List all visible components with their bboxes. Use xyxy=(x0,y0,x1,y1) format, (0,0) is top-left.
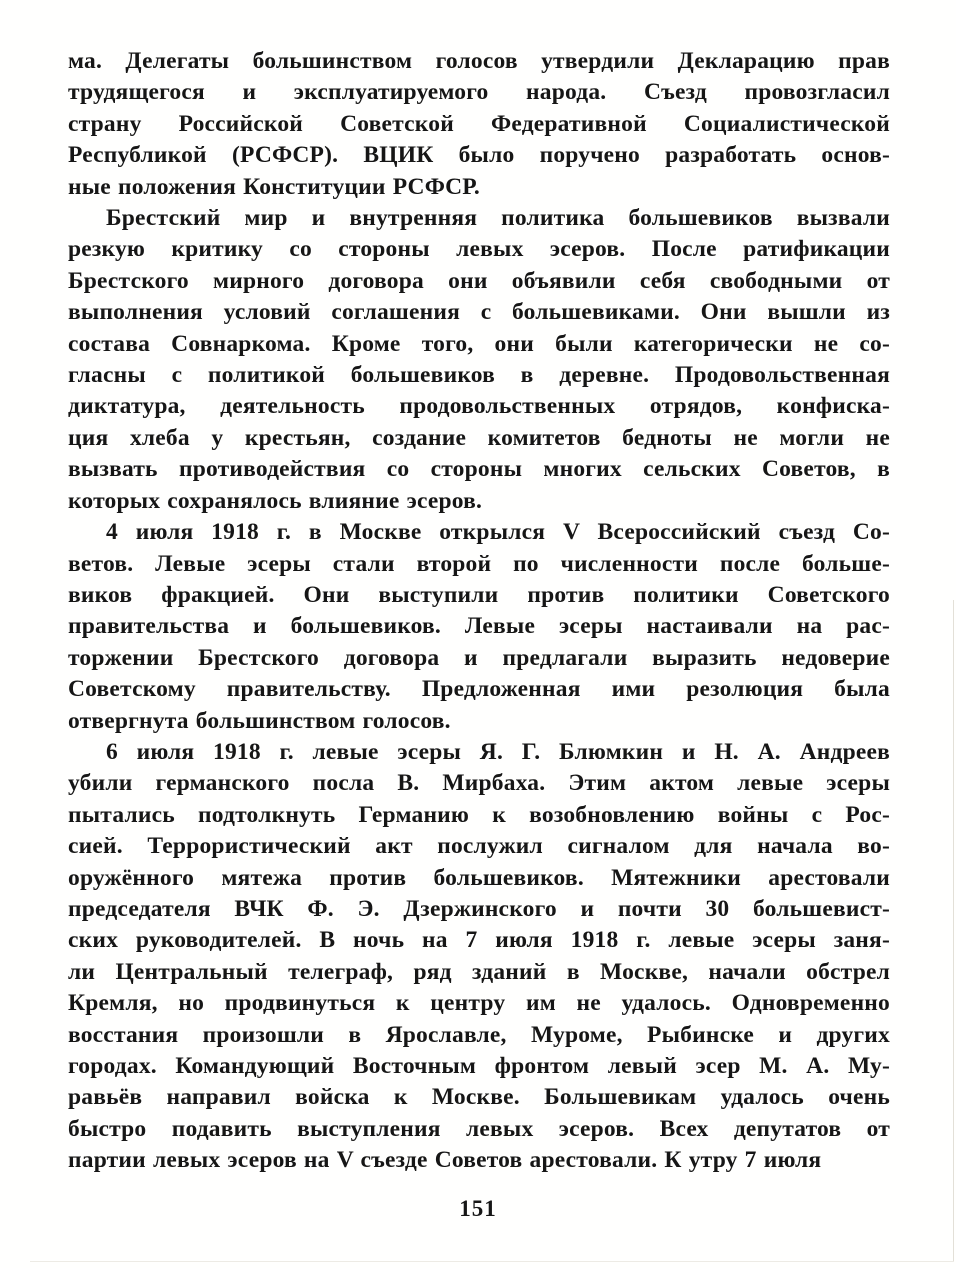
text-line: гласны с политикой большевиков в деревне. Продовольственная xyxy=(68,362,890,389)
text-line: убили германского посла В. Мирбаха. Этим актом левые эсеры xyxy=(68,770,890,797)
text-line: резкую критику со стороны левых эсеров. После ратификации xyxy=(68,236,890,263)
text-line: быстро подавить выступления левых эсеров. Всех депутатов от xyxy=(68,1115,890,1142)
text-line: Брестского мирного договора они объявили себя свободными от xyxy=(68,267,890,294)
scan-artifact-bottom-edge xyxy=(30,1261,954,1262)
text-line: вызвать противодействия со стороны многих сельских Советов, в xyxy=(68,456,890,483)
text-line: ских руководителей. В ночь на 7 июля 1918 г. левые эсеры заня- xyxy=(68,927,890,954)
text-line: сией. Террористический акт послужил сигналом для начала во- xyxy=(68,833,890,860)
paragraph xyxy=(68,517,890,737)
text-line: партии левых эсеров на V съезде Советов арестовали. К утру 7 июля xyxy=(68,1147,822,1174)
text-line: 6 июля 1918 г. левые эсеры Я. Г. Блюмкин и Н. А. Андреев xyxy=(106,738,890,765)
text-line: председателя ВЧК Ф. Э. Дзержинского и почти 30 большевист- xyxy=(68,895,890,922)
text-line: городах. Командующий Восточным фронтом левый эсер М. А. Му- xyxy=(68,1053,890,1079)
text-line: трудящегося и эксплуатируемого народа. Съезд провозгласил xyxy=(68,79,890,106)
scan-artifact-right-edge xyxy=(953,600,954,1262)
text-line: пытались подтолкнуть Германию к возобновлению войны с Рос- xyxy=(68,801,890,828)
text-line: оружённого мятежа против большевиков. Мятежники арестовали xyxy=(68,864,890,891)
text-line: правительства и большевиков. Левые эсеры настаивали на рас- xyxy=(68,613,890,640)
text-line: ные положения Конституции РСФСР. xyxy=(68,173,480,200)
text-line: Брестский мир и внутренняя политика большевиков вызвали xyxy=(106,205,890,232)
text-line: равьёв направил войска к Москве. Большевикам удалось очень xyxy=(68,1084,890,1111)
text-line: Республикой (РСФСР). ВЦИК было поручено разработать основ- xyxy=(68,142,890,169)
text-line: страну Российской Советской Федеративной Социалистической xyxy=(68,110,890,137)
paragraph xyxy=(68,203,890,517)
page-text xyxy=(68,46,890,1177)
text-line: Кремля, но продвинуться к центру им не удалось. Одновременно xyxy=(68,990,890,1017)
page-number: 151 xyxy=(459,1196,497,1221)
text-line: выполнения условий соглашения с большевиками. Они вышли из xyxy=(68,299,890,326)
text-line: диктатура, деятельность продовольственных отрядов, конфиска- xyxy=(68,393,890,420)
text-line: ветов. Левые эсеры стали второй по численности после больше- xyxy=(68,550,890,577)
text-line: которых сохранялось влияние эсеров. xyxy=(68,487,483,514)
text-line: состава Совнаркома. Кроме того, они были категорически не со- xyxy=(68,330,890,357)
text-line: виков фракцией. Они выступили против политики Советского xyxy=(68,581,890,608)
text-line: ли Центральный телеграф, ряд зданий в Москве, начали обстрел xyxy=(68,958,890,985)
text-line: 4 июля 1918 г. в Москве открылся V Всероссийский съезд Со- xyxy=(106,519,890,546)
text-line: Советскому правительству. Предложенная ими резолюция была xyxy=(68,676,890,703)
paragraph xyxy=(68,46,890,203)
paragraph xyxy=(68,737,890,1177)
text-line: отвергнута большинством голосов. xyxy=(68,707,451,734)
text-line: восстания произошли в Ярославле, Муроме, Рыбинске и других xyxy=(68,1021,890,1048)
text-line: торжении Брестского договора и предлагали выразить недоверие xyxy=(68,644,890,671)
text-line: ма. Делегаты большинством голосов утвердили Декларацию прав xyxy=(68,48,890,74)
text-line: ция хлеба у крестьян, создание комитетов бедноты не могли не xyxy=(68,424,890,451)
